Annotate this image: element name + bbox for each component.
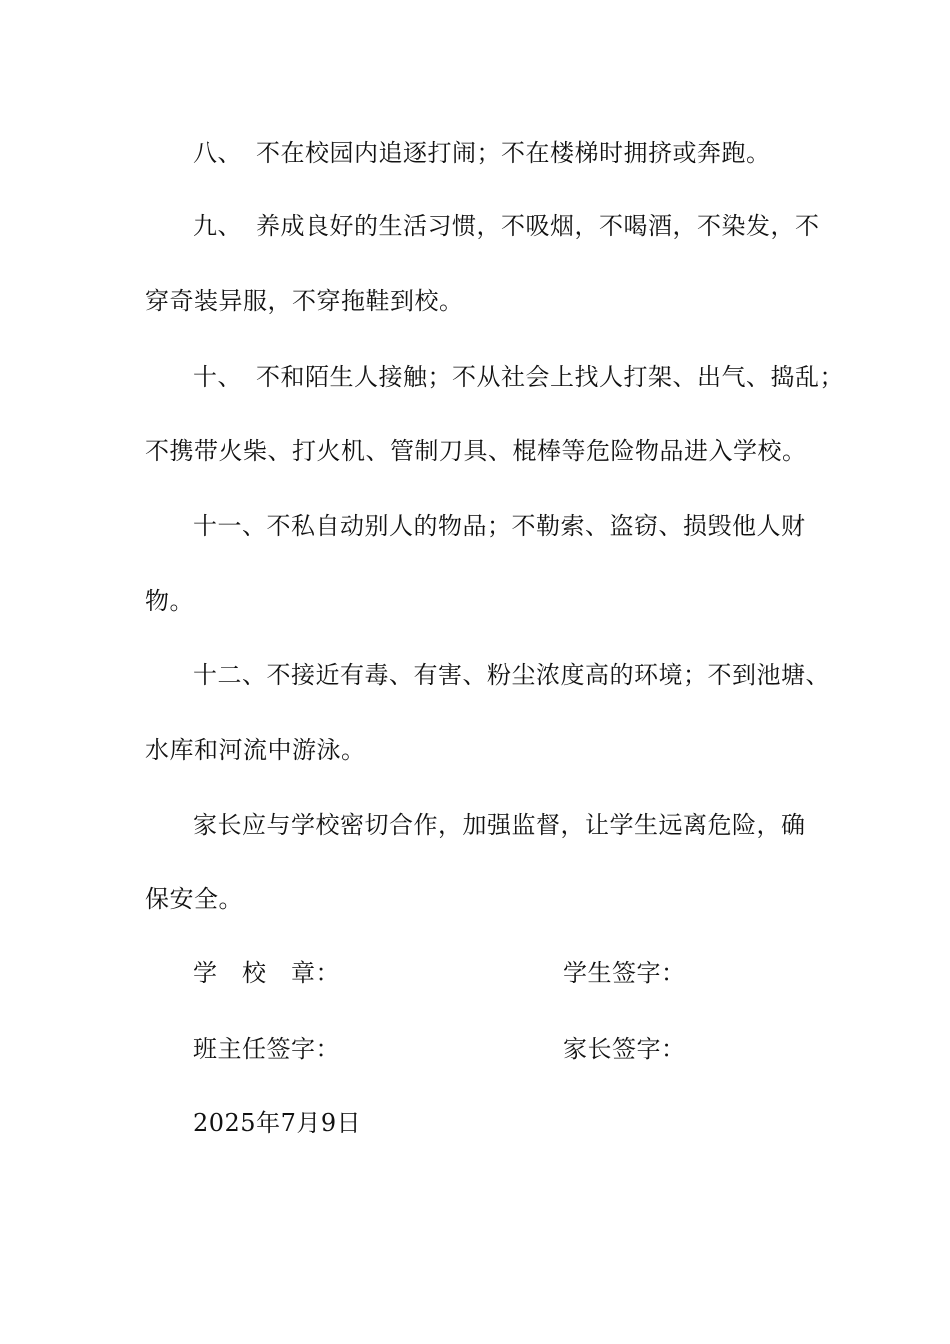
school-seal-label: 学 校 章： bbox=[193, 959, 340, 987]
rule-item-11-continuation: 物。 bbox=[145, 587, 194, 615]
rule-item-12-continuation: 水库和河流中游泳。 bbox=[145, 736, 366, 764]
rule-number: 十一、 bbox=[193, 512, 267, 540]
rule-item-11 bbox=[193, 511, 806, 541]
rule-text: 不和陌生人接触；不从社会上找人打架、出气、捣乱； bbox=[256, 363, 844, 391]
rule-number: 十二、 bbox=[193, 661, 267, 689]
teacher-signature-label: 班主任签字： bbox=[193, 1035, 340, 1063]
parent-signature-label: 家长签字： bbox=[563, 1035, 686, 1063]
closing-paragraph-continuation: 保安全。 bbox=[145, 885, 243, 913]
rule-number: 九、 bbox=[193, 212, 242, 240]
student-signature-label: 学生签字： bbox=[563, 959, 686, 987]
closing-paragraph: 家长应与学校密切合作，加强监督，让学生远离危险，确 bbox=[193, 811, 806, 839]
rule-item-10-continuation: 不携带火柴、打火机、管制刀具、棍棒等危险物品进入学校。 bbox=[145, 437, 807, 465]
rule-item-9-continuation: 穿奇装异服，不穿拖鞋到校。 bbox=[145, 287, 464, 315]
rule-number: 八、 bbox=[193, 139, 242, 167]
document-date: 2025年7月9日 bbox=[193, 1109, 362, 1137]
rule-number: 十、 bbox=[193, 363, 242, 391]
rule-text: 不在校园内追逐打闹；不在楼梯时拥挤或奔跑。 bbox=[256, 139, 771, 167]
rule-item-8 bbox=[193, 138, 771, 168]
rule-item-12 bbox=[193, 660, 830, 690]
rule-text: 不私自动别人的物品；不勒索、盗窃、损毁他人财 bbox=[266, 512, 806, 540]
rule-text: 养成良好的生活习惯，不吸烟，不喝酒，不染发，不 bbox=[256, 212, 820, 240]
rule-item-10 bbox=[193, 362, 844, 392]
rule-text: 不接近有毒、有害、粉尘浓度高的环境；不到池塘、 bbox=[266, 661, 830, 689]
rule-item-9 bbox=[193, 211, 820, 241]
